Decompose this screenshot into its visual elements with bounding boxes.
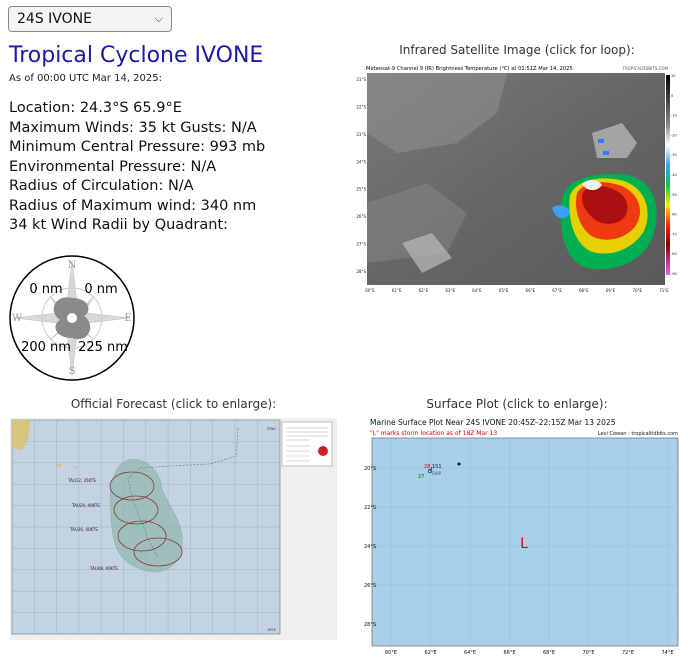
satellite-credit: TROPICALTIDBITS.COM [622,66,668,71]
location-text: Location: 24.3°S 65.9°E [9,100,182,116]
sp-lat-tick: 26°S [364,583,377,589]
sp-lon-tick: 62°E [424,650,437,656]
surface-plot-caption: Surface Plot (click to enlarge): [426,397,608,411]
fc-label-t48: TAU48, 40KTS [90,566,118,571]
sat-scale-tick: -60 [671,212,677,217]
wind-radii-heading: 34 kt Wind Radii by Quadrant: [9,217,229,233]
radius-max-wind-text: Radius of Maximum wind: 340 nm [9,197,257,214]
sat-lon-tick: 68°E [579,288,589,293]
compass-e: E [124,313,132,324]
sp-lon-tick: 70°E [582,650,595,656]
forecast-legend [282,422,332,466]
sat-lon-tick: 64°E [472,288,482,293]
storm-symbol-icon [54,297,90,339]
surface-credit: Levi Cowan - tropicaltidbits.com [597,431,678,437]
official-forecast-map[interactable] [10,418,337,640]
env-pressure-text: Environmental Pressure: N/A [9,158,217,175]
svg-text:SHIP: SHIP [432,471,442,476]
sat-lon-tick: 66°E [525,288,536,293]
chevron-down-icon: ⌵ [154,12,163,25]
as-of-timestamp: As of 00:00 UTC Mar 14, 2025: [9,73,162,84]
sat-lat-tick: 22°S [356,104,366,110]
sp-lon-tick: 68°E [542,650,556,656]
sat-lon-tick: 61°E [391,288,402,293]
sp-lat-tick: 20°S [364,466,377,472]
sp-lon-tick: 72°E [621,650,635,656]
fc-label-t36: TAU36, 40KTS [70,527,98,532]
fc-label-t24: TAU24, 40KTS [72,503,100,508]
sat-lat-tick: 24°S [356,159,366,165]
sp-lat-tick: 28°S [364,622,377,628]
sat-scale-tick: -50 [671,192,677,197]
sat-lon-tick: 67°E [552,288,562,293]
svg-text:27: 27 [418,474,425,480]
sat-scale-tick: -30 [671,153,677,158]
compass-n: N [67,260,77,271]
compass-w: W [11,313,23,324]
radius-ne: 0 nm [84,282,118,297]
sp-lat-tick: 22°S [364,505,377,511]
satellite-image[interactable] [356,63,677,295]
sat-lat-tick: 23°S [356,131,366,137]
satellite-colorbar [666,75,670,275]
storm-location-marker: L [520,536,528,552]
min-pressure-text: Minimum Central Pressure: 993 mb [9,139,266,155]
surface-plot-map[interactable] [362,415,688,656]
surface-title: Marine Surface Plot Near 24S IVONE 20:45Z–22:15Z Mar 13 2025 [370,418,616,427]
svg-text:28: 28 [424,464,431,470]
sat-scale-tick: -10 [671,113,677,118]
forecast-caption: Official Forecast (click to enlarge): [70,397,277,411]
svg-text:151: 151 [432,464,442,470]
sat-scale-tick: -80 [671,252,677,257]
sp-lon-tick: 60°E [384,650,398,656]
sat-lon-tick: 65°E [498,288,509,293]
sat-scale-tick: -40 [671,173,677,177]
fc-label-t12: TAU12, 35KTS [68,478,96,483]
radius-se: 225 nm [78,340,128,355]
jtwc-logo-icon [318,446,328,456]
surface-subtitle: "L" marks storm location as of 18Z Mar 13 [370,430,498,437]
storm-select-value: 24S IVONE [17,11,92,27]
fc-jtwc-label: JTWC [266,427,276,431]
sat-lon-tick: 60°E [365,288,375,293]
sat-lat-tick: 21°S [356,77,366,82]
fc-atcf-label: ATCF [267,628,276,632]
satellite-caption: Infrared Satellite Image (click for loop): [399,43,635,57]
sat-lon-tick: 71°E [659,288,669,293]
sat-lon-tick: 70°E [632,288,643,293]
sp-lon-tick: 64°E [463,650,477,656]
sp-lat-tick: 24°S [364,544,377,550]
sat-scale-tick: -20 [671,133,677,138]
page-title: Tropical Cyclone IVONE [9,43,264,68]
storm-select[interactable] [8,6,172,32]
sat-lon-tick: 69°E [605,288,616,293]
sat-scale-tick: -70 [671,232,677,237]
sat-lon-tick: 63°E [445,288,455,293]
sp-lon-tick: 74°E [661,650,674,656]
sp-lon-tick: 66°E [503,650,516,656]
sat-lon-tick: 62°E [418,288,429,293]
wind-radii-compass [8,254,136,382]
sat-lat-tick: 26°S [356,214,366,220]
sat-lat-tick: 28°S [356,269,366,274]
sat-lat-tick: 27°S [356,241,366,247]
satellite-header: Meteosat-9 Channel 9 (IR) Brightness Temperature (°C) at 01:51Z Mar 14, 2025 [366,66,573,72]
radius-circulation-text: Radius of Circulation: N/A [9,178,194,194]
radius-nw: 0 nm [29,282,63,297]
compass-s: S [68,366,76,377]
radius-sw: 200 nm [21,340,71,355]
sat-scale-tick: -90 [671,272,677,276]
max-winds-text: Maximum Winds: 35 kt Gusts: N/A [9,119,257,136]
sat-lat-tick: 25°S [356,186,366,192]
sat-scale-tick: 0 [671,93,674,98]
storm-details [9,99,265,236]
sat-scale-tick: 10 [671,74,676,78]
